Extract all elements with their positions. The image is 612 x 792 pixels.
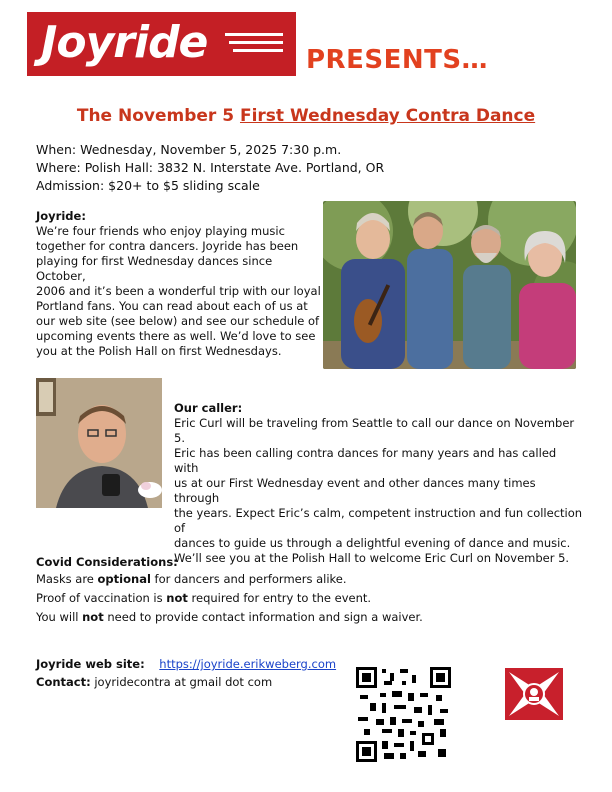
joyride-description: We’re four friends who enjoy playing music together for contra dancers. Joyride has been playing for first Wednesday dances since October, 2006 and it’s been a wonderful trip with our loyal Portland fans. You can read about each of us at our web site (see below) and see our schedule of upcoming events there as well. We’d love to see you at the Polish Hall on first Wednesdays. (36, 224, 321, 358)
title-prefix: The November 5 (76, 106, 240, 126)
presents-heading: PRESENTS… (306, 45, 489, 75)
band-photo (323, 201, 576, 369)
event-when: When: Wednesday, November 5, 2025 7:30 p.m. (36, 142, 342, 157)
covid-waiver: You will not need to provide contact information and sign a waiver. (36, 610, 423, 624)
logo-speed-lines (225, 33, 283, 57)
event-admission: Admission: $20+ to $5 sliding scale (36, 178, 260, 193)
event-title (0, 106, 612, 126)
website-label: Joyride web site: (36, 657, 145, 671)
joyride-logo (27, 12, 296, 76)
joyride-heading: Joyride: (36, 209, 86, 223)
caller-photo (36, 378, 162, 508)
red-emblem-icon (505, 668, 563, 720)
qr-code (356, 667, 451, 762)
caller-description: Eric Curl will be traveling from Seattle to call our dance on November 5. Eric has been calling contra dances for many years and has called with us at our First Wednesday event and other dances many times through the years. Expect Eric’s calm, competent instruction and fun collection of dances to guide us through a delightful evening of dance and music. We’ll see you at the Polish Hall to welcome Eric Curl on November 5. (174, 416, 583, 565)
contact-email: joyridecontra at gmail dot com (90, 675, 273, 689)
covid-details (36, 570, 456, 627)
logo-text: Joyride (41, 17, 208, 68)
contact-block (36, 655, 336, 691)
title-link[interactable]: First Wednesday Contra Dance (239, 106, 536, 126)
website-link[interactable]: https://joyride.erikweberg.com (159, 657, 337, 671)
caller-heading: Our caller: (174, 401, 243, 415)
contact-label: Contact: (36, 675, 91, 689)
covid-masks: Masks are optional for dancers and performers alike. (36, 572, 347, 586)
covid-vaccination: Proof of vaccination is not required for entry to the event. (36, 591, 372, 605)
covid-heading: Covid Considerations: (36, 555, 178, 569)
event-where: Where: Polish Hall: 3832 N. Interstate Ave. Portland, OR (36, 160, 385, 175)
